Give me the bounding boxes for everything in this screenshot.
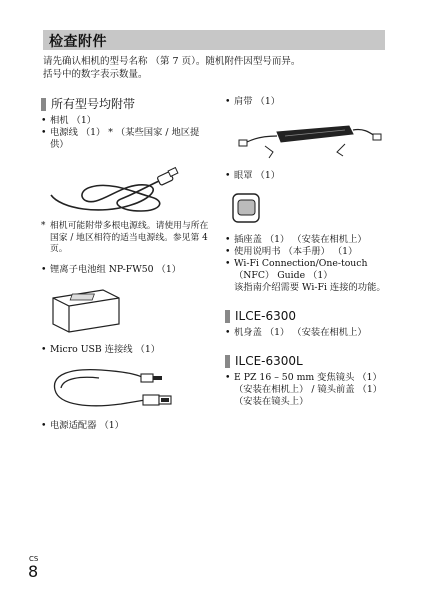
- intro-line-1: 请先确认相机的型号名称 （第 7 页）。随机附件因型号而异。: [43, 56, 301, 67]
- wifi-guide-description: 该指南介绍需要 Wi-Fi 连接的功能。: [234, 282, 386, 293]
- item-ac-adaptor: • 电源适配器 （1）: [41, 420, 211, 432]
- intro-line-2: 括号中的数字表示数量。: [43, 69, 148, 80]
- item-lens: • E PZ 16 – 50 mm 变焦镜头 （1） （安装在相机上） / 镜头前盖 （1） （安装在镜头上）: [225, 372, 390, 408]
- ilce6300l-heading-text: ILCE-6300L: [235, 354, 303, 368]
- language-code: CS: [29, 555, 39, 563]
- power-cord-note: * 相机可能附带多根电源线。请使用与所在国家 / 地区相符的适当电源线。参见第 4 页。: [41, 221, 211, 256]
- item-usb-cable: • Micro USB 连接线 （1）: [41, 344, 211, 356]
- item-instructions: • 使用说明书 （本手册） （1）: [225, 246, 390, 258]
- heading-marker: [41, 98, 46, 111]
- item-eyecup: • 眼罩 （1）: [225, 170, 390, 182]
- all-models-heading-text: 所有型号均附带: [51, 97, 136, 111]
- item-strap: • 肩带 （1）: [225, 96, 390, 108]
- page-number: [28, 555, 38, 581]
- section-title-bar: [43, 30, 385, 50]
- power-cord-illustration: [41, 157, 211, 217]
- heading-marker: [225, 355, 230, 368]
- battery-illustration: [41, 284, 211, 336]
- intro-text: [43, 55, 388, 81]
- heading-marker: [225, 310, 230, 323]
- usb-cable-illustration: [41, 362, 211, 414]
- eyecup-illustration: [225, 190, 385, 230]
- item-camera: • 相机 （1）: [41, 115, 211, 127]
- right-column: [225, 96, 390, 408]
- left-column: [41, 96, 211, 432]
- ilce6300-heading-text: ILCE-6300: [235, 309, 297, 323]
- ilce6300-heading: [225, 308, 390, 324]
- strap-illustration: [225, 116, 385, 160]
- item-body-cap: • 机身盖 （1） （安装在相机上）: [225, 327, 390, 339]
- section-title: 检查附件: [49, 34, 107, 50]
- item-battery: • 锂离子电池组 NP-FW50 （1）: [41, 264, 211, 276]
- item-power-cord: • 电源线 （1） * （某些国家 / 地区提供）: [41, 127, 211, 151]
- ilce6300l-heading: [225, 353, 390, 369]
- item-shoe-cap: • 插座盖 （1） （安装在相机上）: [225, 234, 390, 246]
- item-wifi-guide: • Wi-Fi Connection/One-touch （NFC） Guide （1）: [225, 258, 390, 282]
- all-models-heading: [41, 96, 211, 112]
- page-number-value: 8: [28, 562, 39, 581]
